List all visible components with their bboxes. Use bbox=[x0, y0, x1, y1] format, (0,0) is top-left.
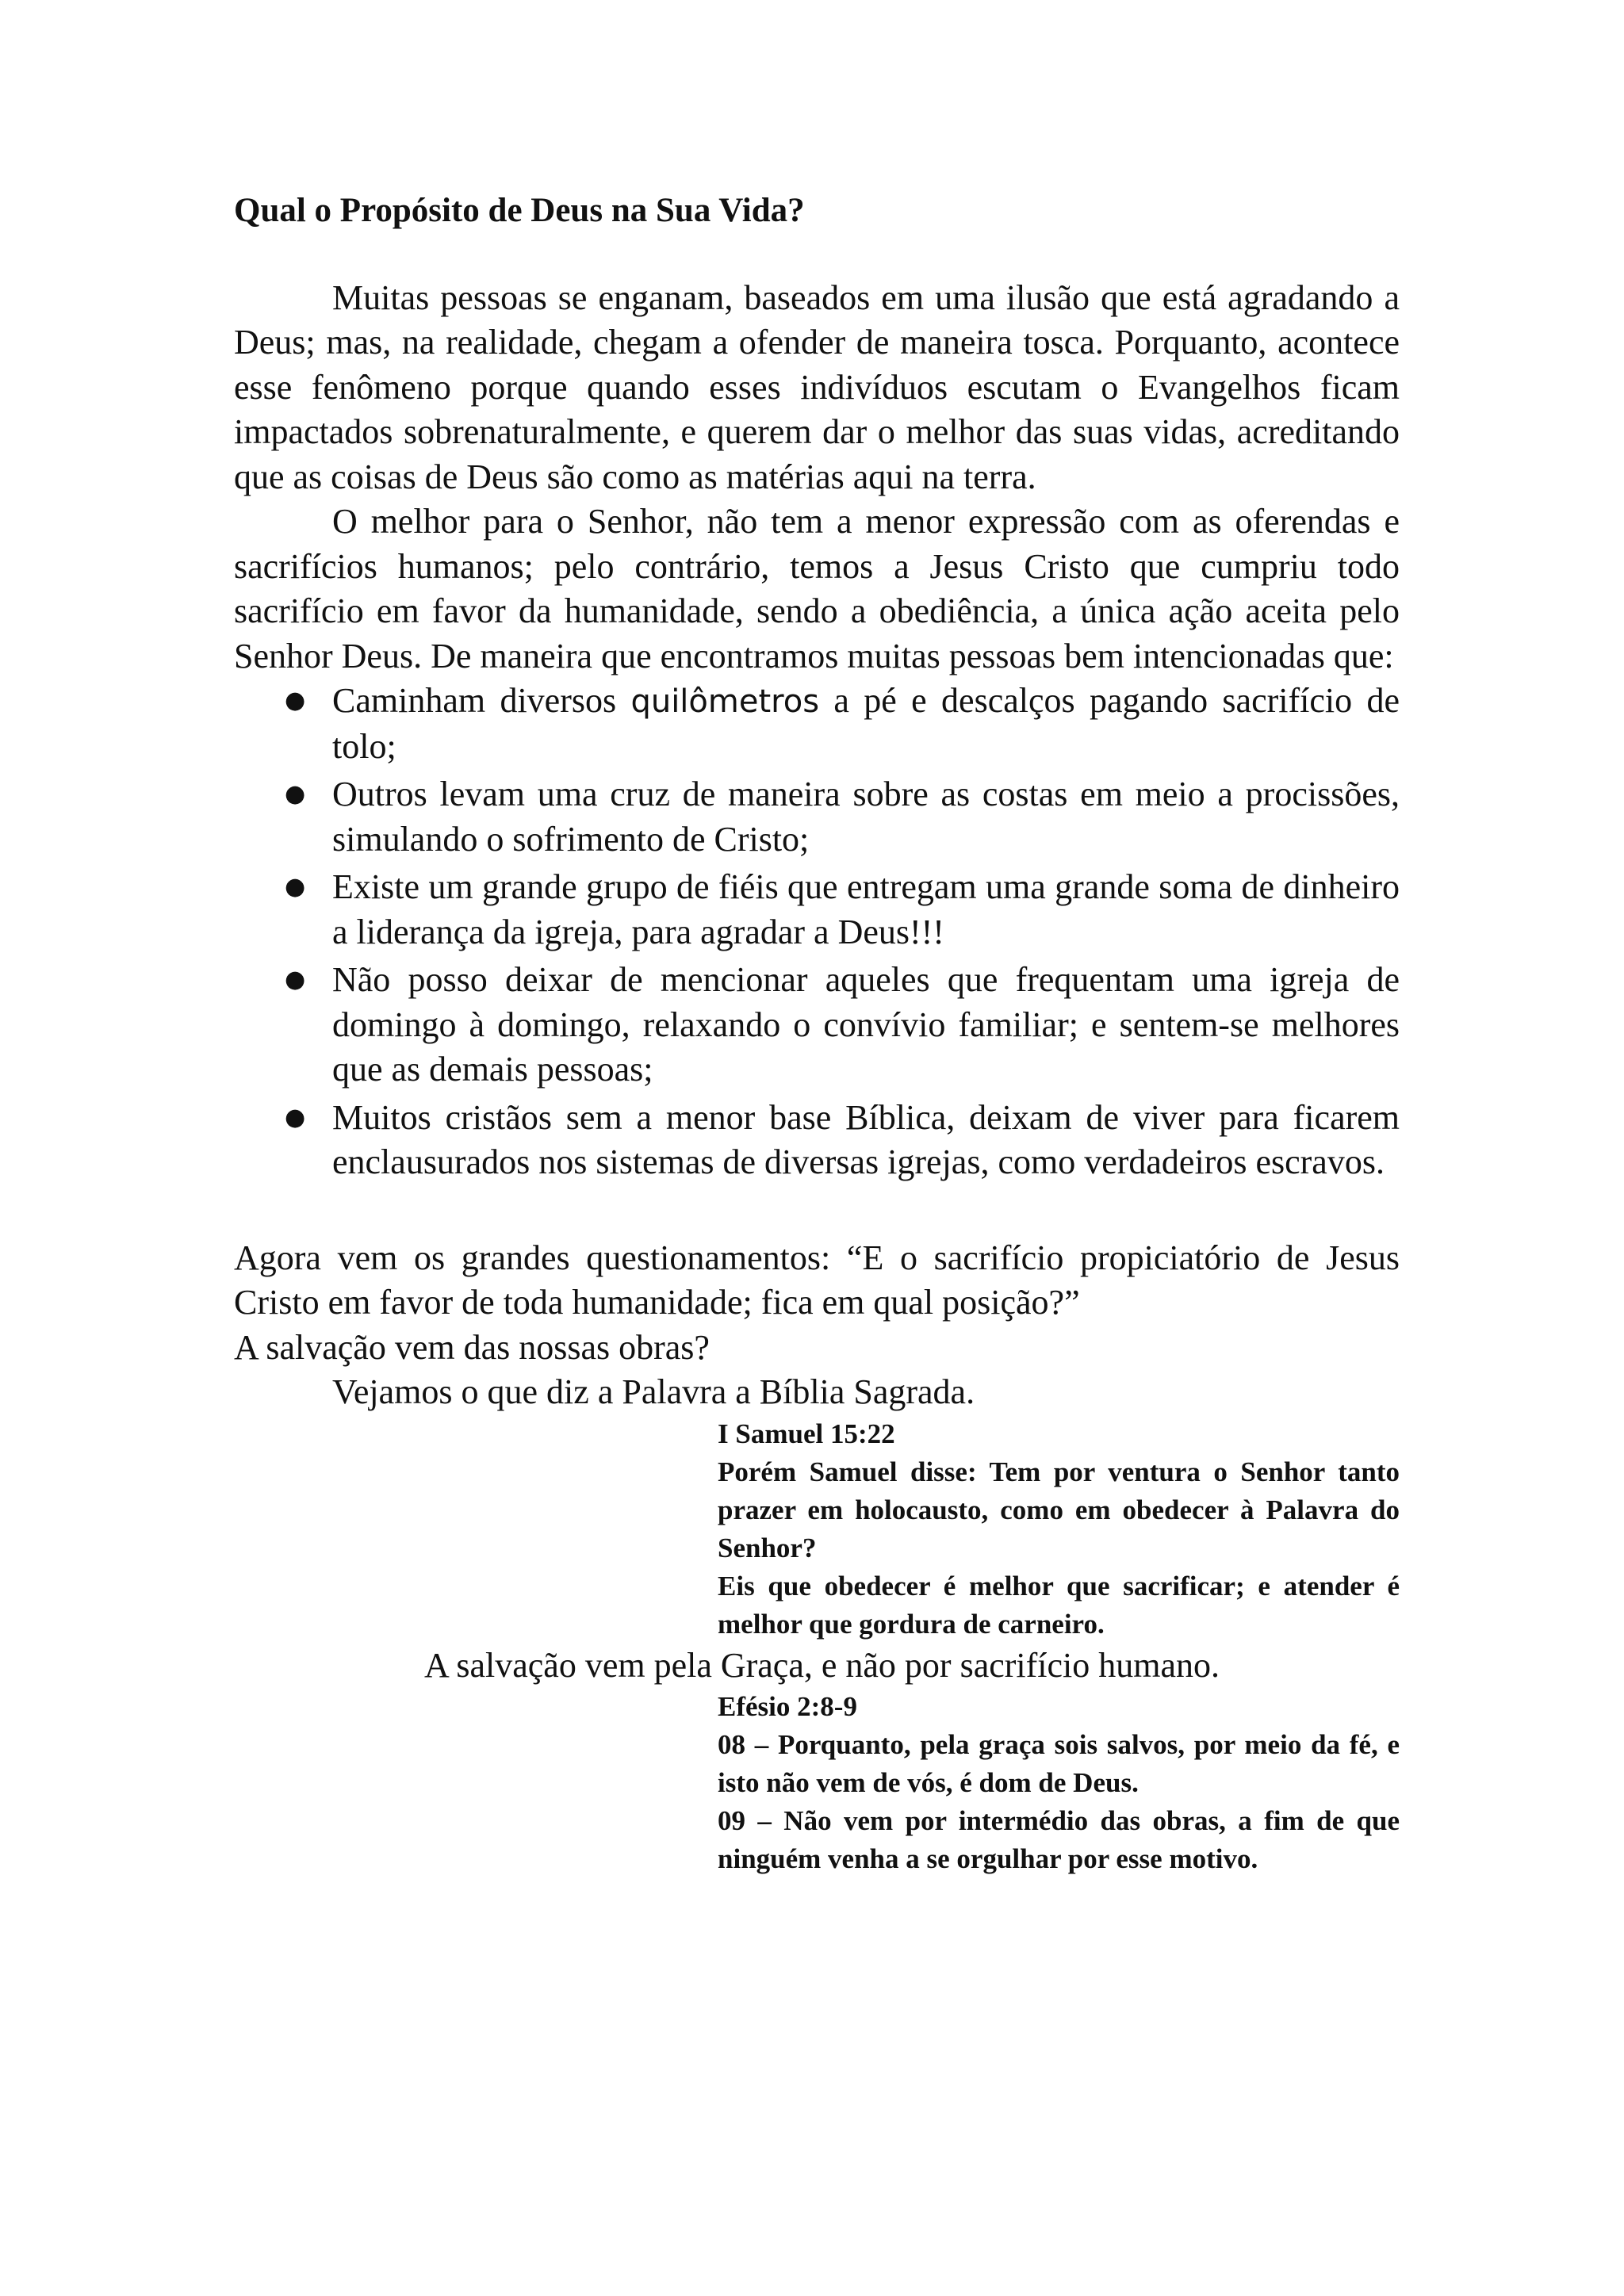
bullet-text: Outros levam uma cruz de maneira sobre as costas em meio a procissões, simulando o sofrimento de Cristo; bbox=[332, 775, 1400, 859]
quote-reference: Efésio 2:8-9 bbox=[718, 1691, 857, 1723]
see-bible-line: Vejamos o que diz a Palavra a Bíblia Sagrada. bbox=[332, 1372, 975, 1412]
bullet-text-start: Caminham diversos bbox=[332, 681, 631, 721]
paragraph-intro: Muitas pessoas se enganam, baseados em uma ilusão que está agradando a Deus; mas, na realidade, chegam a ofender de maneira tosca. Porquanto, acontece esse fenômeno porque quando esses indivíduos escutam o Evangelhos ficam impactados sobrenaturalmente, e querem dar o melhor das suas vidas, acreditando que as coisas de Deus são como as matérias aqui na terra. bbox=[234, 277, 1400, 496]
quote-text: 09 – Não vem por intermédio das obras, a fim de que ninguém venha a se orgulhar por esse motivo. bbox=[718, 1805, 1400, 1875]
grace-line: A salvação vem pela Graça, e não por sacrifício humano. bbox=[424, 1645, 1220, 1685]
salvation-question-line: A salvação vem das nossas obras? bbox=[234, 1327, 710, 1367]
paragraph-offerings: O melhor para o Senhor, não tem a menor expressão com as oferendas e sacrifícios humanos; pelo contrário, temos a Jesus Cristo que cumpriu todo sacrifício em favor da humanidade, sendo a obediência, a única ação aceita pelo Senhor Deus. De maneira que encontramos muitas pessoas bem intencionadas que: bbox=[234, 502, 1400, 675]
list-item bbox=[234, 958, 1400, 1093]
bullet-list bbox=[234, 679, 1400, 1185]
paragraph-questions: Agora vem os grandes questionamentos: “E o sacrifício propiciatório de Jesus Cristo em favor de toda humanidade; fica em qual posição?” bbox=[234, 1238, 1400, 1322]
document-body bbox=[234, 190, 1400, 1878]
bullet-text: Existe um grande grupo de fiéis que entregam uma grande soma de dinheiro a liderança da igreja, para agradar a Deus!!! bbox=[332, 867, 1400, 951]
bullet-text: Não posso deixar de mencionar aqueles que frequentam uma igreja de domingo à domingo, relaxando o convívio familiar; e sentem-se melhores que as demais pessoas; bbox=[332, 960, 1400, 1089]
quote-text: Porém Samuel disse: Tem por ventura o Senhor tanto prazer em holocausto, como em obedecer à Palavra do Senhor? bbox=[718, 1456, 1400, 1563]
quote-text: 08 – Porquanto, pela graça sois salvos, por meio da fé, e isto não vem de vós, é dom de Deus. bbox=[718, 1729, 1400, 1799]
quote-reference: I Samuel 15:22 bbox=[718, 1418, 895, 1449]
bullet-icon: ● bbox=[285, 780, 306, 809]
bullet-text-end: a pé e descalços pagando sacrifício de tolo; bbox=[332, 681, 1400, 766]
bullet-text-sans-word: quilômetros bbox=[630, 683, 820, 721]
list-item bbox=[234, 1096, 1400, 1185]
bullet-text: Muitos cristãos sem a menor base Bíblica, deixam de viver para ficarem enclausurados nos sistemas de diversas igrejas, como verdadeiros escravos. bbox=[332, 1097, 1400, 1182]
list-item bbox=[234, 772, 1400, 862]
bullet-icon: ● bbox=[285, 1103, 306, 1131]
bullet-icon: ● bbox=[285, 966, 306, 994]
list-item bbox=[234, 679, 1400, 769]
bullet-icon: ● bbox=[285, 687, 306, 715]
bible-quote-ephesians bbox=[718, 1688, 1400, 1878]
quote-text: Eis que obedecer é melhor que sacrificar; e atender é melhor que gordura de carneiro. bbox=[718, 1570, 1400, 1640]
document-title: Qual o Propósito de Deus na Sua Vida? bbox=[234, 192, 805, 229]
spacer bbox=[234, 1188, 1400, 1236]
bullet-icon: ● bbox=[285, 873, 306, 901]
bible-quote-samuel bbox=[718, 1415, 1400, 1644]
list-item bbox=[234, 865, 1400, 955]
